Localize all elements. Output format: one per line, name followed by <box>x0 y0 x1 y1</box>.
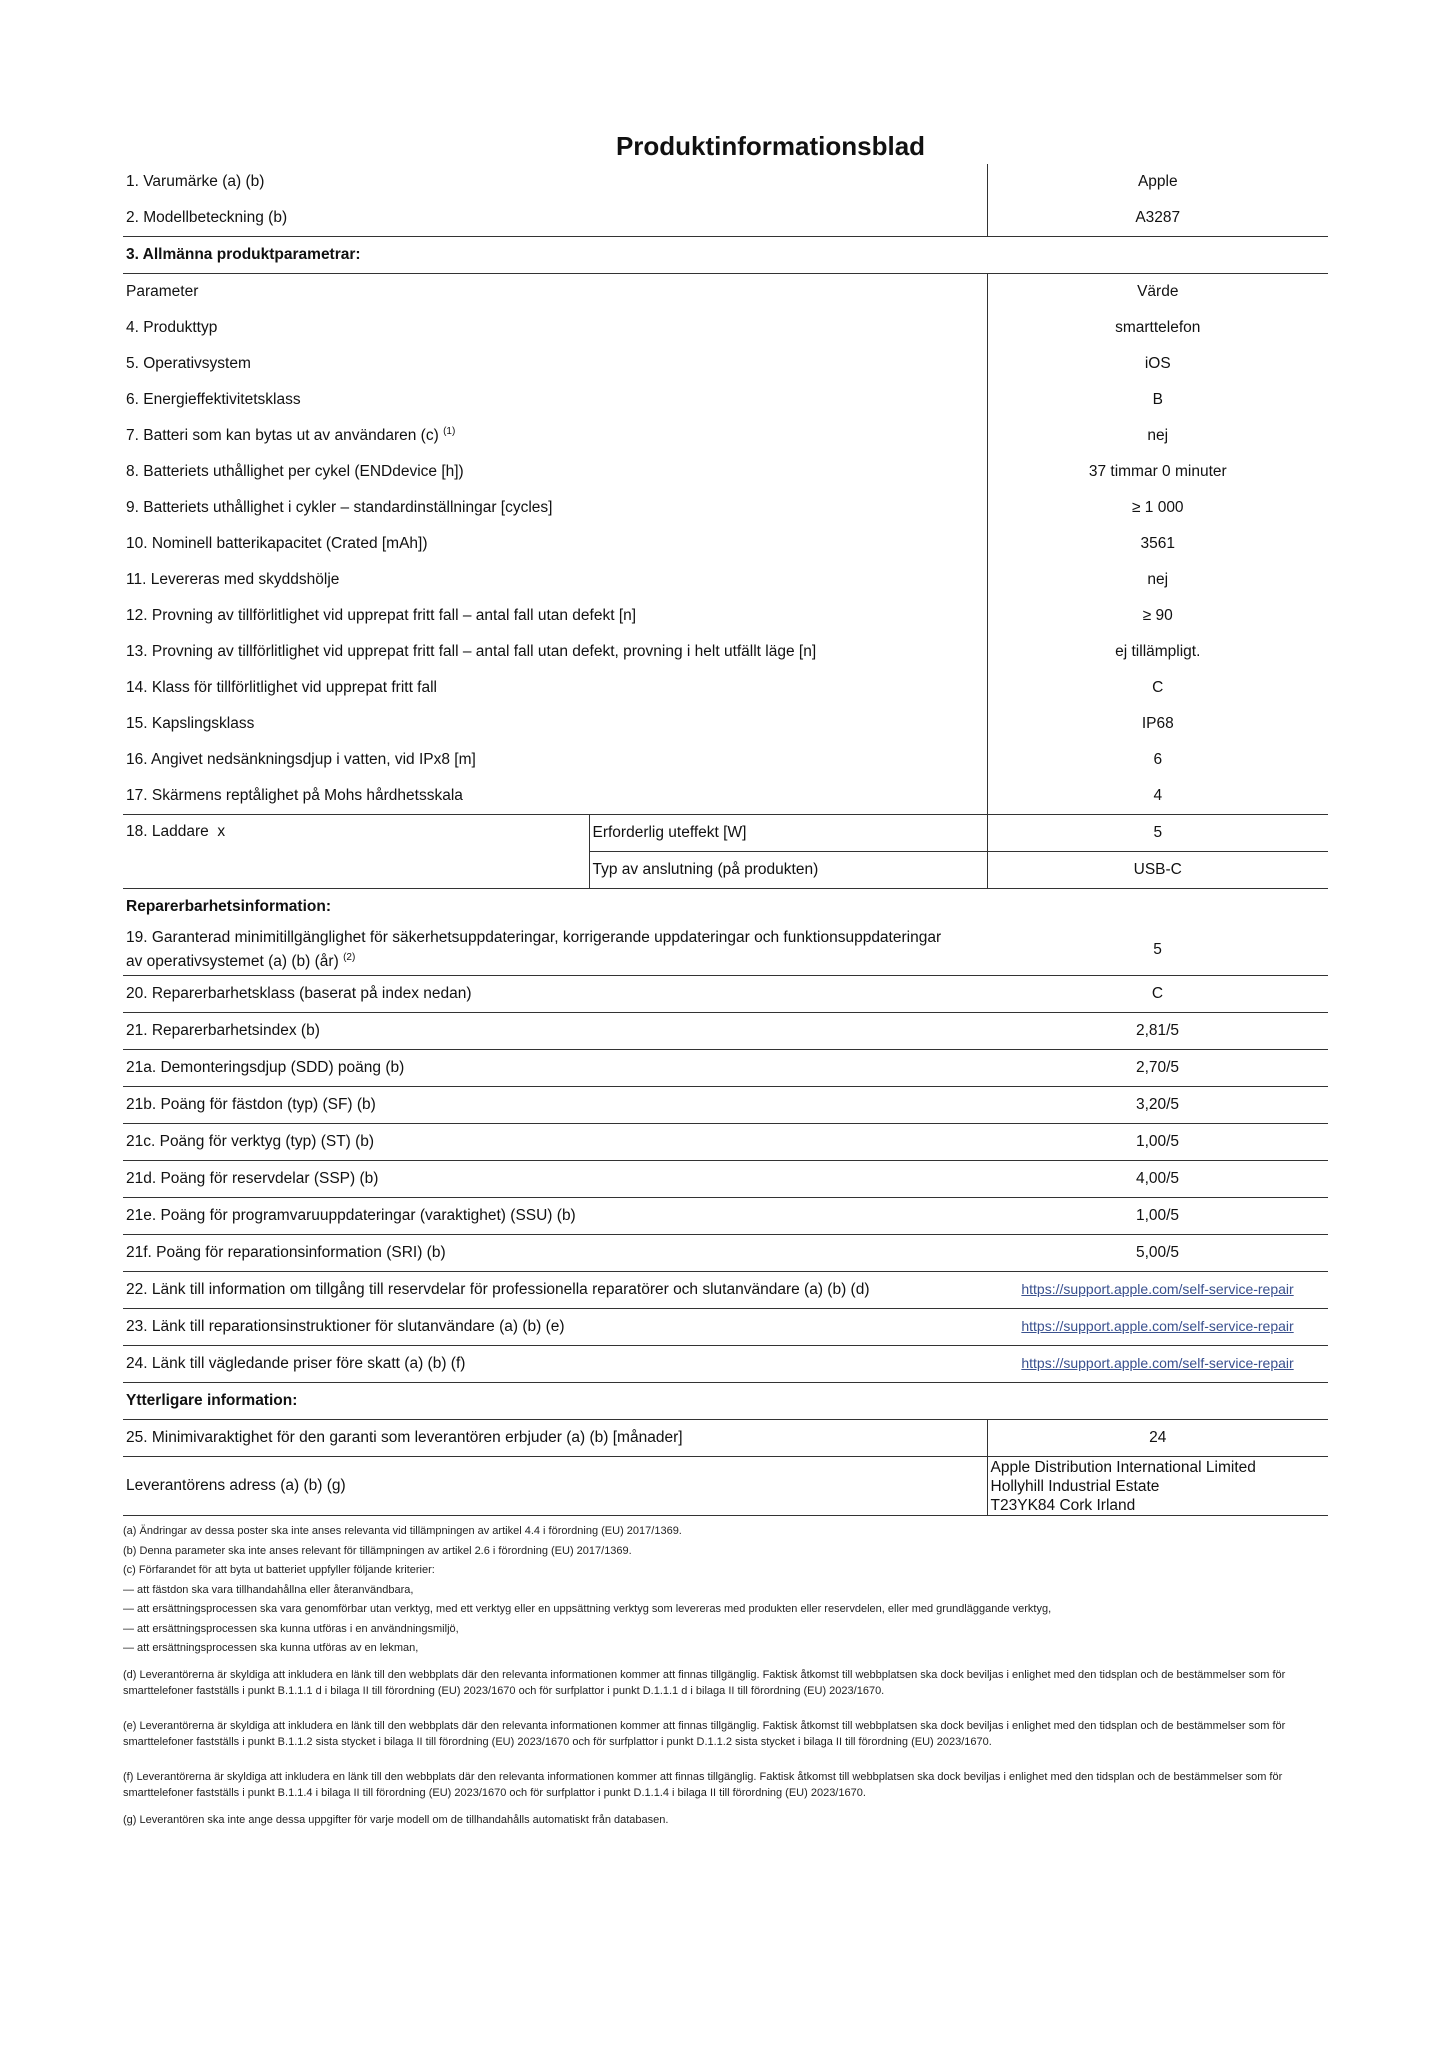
table-row <box>123 778 1328 815</box>
row-value: 4 <box>987 778 1328 815</box>
footnote: — att ersättningsprocessen ska kunna utföras i en användningsmiljö, <box>123 1622 459 1635</box>
row-value: nej <box>987 418 1328 454</box>
table-row <box>123 418 1328 454</box>
table-row <box>123 1161 1328 1198</box>
row-value: 2,70/5 <box>987 1050 1328 1087</box>
row-value: smarttelefon <box>987 310 1328 346</box>
row-value: 6 <box>987 742 1328 778</box>
row-label: av operativsystemet (a) (b) (år) <box>126 953 339 971</box>
footnote: (f) Leverantörerna är skyldiga att inkludera en länk till den webbplats där den relevanta informationen kommer att finnas tillgänglig. Faktisk åtkomst till webbplatsen ska dock beviljas i enlighet med den tidsplan och de bestämmelser som för smarttelefoner fastställs i punkt B.1.1.4 i bilaga II till förordning (EU) 2023/1670 och för surfplattor i punkt D.1.1.4 i bilaga II till förordning (EU) 2023/1670. <box>123 1770 1283 1799</box>
row-value: C <box>987 976 1328 1013</box>
row-value: 2,81/5 <box>987 1013 1328 1050</box>
table-row <box>123 598 1328 634</box>
table-row <box>123 1457 1328 1516</box>
row-label: 1. Varumärke (a) (b) <box>126 173 265 190</box>
repair-instructions-link[interactable]: https://support.apple.com/self-service-repair <box>1021 1318 1294 1334</box>
row-label: 19. Garanterad minimitillgänglighet för säkerhetsuppdateringar, korrigerande uppdateringar och funktionsuppdateringar <box>126 928 942 946</box>
row-label-cell <box>123 418 987 454</box>
footnote: — att ersättningsprocessen ska vara genomförbar utan verktyg, med ett verktyg eller en uppsättning verktyg som levereras med produkten eller reservdelen, eller med grundläggande verktyg, <box>123 1603 1052 1615</box>
row-label: 21d. Poäng för reservdelar (SSP) (b) <box>123 1161 987 1198</box>
table-row <box>123 1124 1328 1161</box>
row-value: ≥ 1 000 <box>987 490 1328 526</box>
table-row <box>123 634 1328 670</box>
row-label: 10. Nominell batterikapacitet (Crated [mAh]) <box>126 535 428 552</box>
row-value: C <box>987 670 1328 706</box>
section-header: Ytterligare information: <box>126 1392 298 1409</box>
table-row <box>123 274 1328 311</box>
charger-connector-value: USB-C <box>987 852 1328 889</box>
footnote: — att fästdon ska vara tillhandahållna eller återanvändbara, <box>123 1583 414 1596</box>
link-cell <box>987 1346 1328 1383</box>
table-row <box>123 454 1328 490</box>
table-row <box>123 742 1328 778</box>
table-row <box>123 1420 1328 1457</box>
footnotes <box>123 1522 1328 1828</box>
row-label: 21a. Demonteringsdjup (SDD) poäng (b) <box>123 1050 987 1087</box>
charger-mark: x <box>217 823 226 840</box>
link-cell <box>987 1272 1328 1309</box>
brand-value: Apple <box>987 164 1328 200</box>
row-label: 5. Operativsystem <box>126 355 251 372</box>
table-row <box>123 670 1328 706</box>
row-value: nej <box>987 562 1328 598</box>
row-value: 1,00/5 <box>987 1198 1328 1235</box>
row-value: 24 <box>987 1420 1328 1457</box>
row-value: 1,00/5 <box>987 1124 1328 1161</box>
row-label: 8. Batteriets uthållighet per cykel (ENDdevice [h]) <box>126 463 464 480</box>
supplier-address <box>987 1457 1328 1516</box>
row-label: 13. Provning av tillförlitlighet vid upprepat fritt fall – antal fall utan defekt, provning i helt utfällt läge [n] <box>126 643 817 660</box>
address-line: Apple Distribution International Limited <box>990 1458 1256 1476</box>
row-label: 20. Reparerbarhetsklass (baserat på index nedan) <box>123 976 987 1013</box>
row-label: Parameter <box>126 283 199 300</box>
section-header-row <box>123 1383 1328 1420</box>
table-row <box>123 815 1328 852</box>
footnote: (b) Denna parameter ska inte anses relevant för tillämpningen av artikel 2.6 i förordning (EU) 2017/1369. <box>123 1544 632 1557</box>
table-row <box>123 1050 1328 1087</box>
row-label: Leverantörens adress (a) (b) (g) <box>123 1457 987 1516</box>
row-value: B <box>987 382 1328 418</box>
row-value: Värde <box>987 274 1328 311</box>
footnote: (e) Leverantörerna är skyldiga att inkludera en länk till den webbplats där den relevanta informationen kommer att finnas tillgänglig. Faktisk åtkomst till webbplatsen ska dock beviljas i enlighet med den tidsplan och de bestämmelser som för smarttelefoner fastställs i punkt B.1.1.2 sista stycket i bilaga II till förordning (EU) 2023/1670 och för surfplattor i punkt D.1.1.2 sista stycket i bilaga II till förordning (EU) 2023/1670. <box>123 1719 1286 1748</box>
product-table <box>123 164 1328 1516</box>
charger-power-value: 5 <box>987 815 1328 852</box>
table-row <box>123 706 1328 742</box>
table-row <box>123 200 1328 237</box>
row-label: 6. Energieffektivitetsklass <box>126 391 301 408</box>
row-label: 2. Modellbeteckning (b) <box>126 209 288 226</box>
row-value: IP68 <box>987 706 1328 742</box>
address-line: Hollyhill Industrial Estate <box>990 1477 1160 1495</box>
footnote-ref: (2) <box>343 951 356 963</box>
row-label: 12. Provning av tillförlitlighet vid upprepat fritt fall – antal fall utan defekt [n] <box>126 607 637 624</box>
footnote: (a) Ändringar av dessa poster ska inte anses relevanta vid tillämpningen av artikel 4.4 i förordning (EU) 2017/1369. <box>123 1525 682 1537</box>
row-label: 18. Laddare <box>126 823 209 840</box>
row-value: ej tillämpligt. <box>987 634 1328 670</box>
footnote: (c) Förfarandet för att byta ut batteriet uppfyller följande kriterier: <box>123 1564 435 1576</box>
charger-label-cell <box>123 815 589 889</box>
row-label: 15. Kapslingsklass <box>126 715 255 732</box>
row-label: 21b. Poäng för fästdon (typ) (SF) (b) <box>123 1087 987 1124</box>
table-row <box>123 562 1328 598</box>
model-value: A3287 <box>987 200 1328 237</box>
row-label-cell <box>123 925 987 976</box>
table-row <box>123 1013 1328 1050</box>
row-label: 14. Klass för tillförlitlighet vid upprepat fritt fall <box>126 679 437 696</box>
row-label: 9. Batteriets uthållighet i cykler – standardinställningar [cycles] <box>126 499 553 516</box>
footnote: — att ersättningsprocessen ska kunna utföras av en lekman, <box>123 1642 419 1654</box>
row-label: 21e. Poäng för programvaruuppdateringar (varaktighet) (SSU) (b) <box>123 1198 987 1235</box>
row-label: 24. Länk till vägledande priser före skatt (a) (b) (f) <box>123 1346 987 1383</box>
table-row <box>123 1198 1328 1235</box>
row-label: 17. Skärmens reptålighet på Mohs hårdhetsskala <box>126 787 463 804</box>
row-value: 5 <box>987 925 1328 976</box>
section-header: 3. Allmänna produktparametrar: <box>123 237 1328 274</box>
table-row <box>123 1346 1328 1383</box>
footnote: (g) Leverantören ska inte ange dessa uppgifter för varje modell om de tillhandahålls automatiskt från databasen. <box>123 1813 669 1826</box>
charger-power-label: Erforderlig uteffekt [W] <box>589 815 987 852</box>
row-value: 37 timmar 0 minuter <box>987 454 1328 490</box>
row-value: 3,20/5 <box>987 1087 1328 1124</box>
table-row <box>123 1272 1328 1309</box>
row-value: ≥ 90 <box>987 598 1328 634</box>
table-row <box>123 310 1328 346</box>
section-header: Reparerbarhetsinformation: <box>126 898 331 915</box>
product-information-sheet <box>123 128 1328 1828</box>
row-label: 11. Levereras med skyddshölje <box>126 571 340 588</box>
footnote: (d) Leverantörerna är skyldiga att inkludera en länk till den webbplats där den relevanta informationen kommer att finnas tillgänglig. Faktisk åtkomst till webbplatsen ska dock beviljas i enlighet med den tidsplan och de bestämmelser som för smarttelefoner fastställs i punkt B.1.1.1 d i bilaga II till förordning (EU) 2023/1670 och för surfplattor i punkt D.1.1.1 d i bilaga II till förordning (EU) 2023/1670. <box>123 1668 1286 1697</box>
row-label: 4. Produkttyp <box>126 319 218 336</box>
row-label: 7. Batteri som kan bytas ut av användaren (c) <box>126 427 439 445</box>
table-row <box>123 1087 1328 1124</box>
table-row <box>123 925 1328 976</box>
page-title: Produktinformationsblad <box>615 131 926 161</box>
table-row <box>123 382 1328 418</box>
table-row <box>123 346 1328 382</box>
link-cell <box>987 1309 1328 1346</box>
row-label: 23. Länk till reparationsinstruktioner för slutanvändare (a) (b) (e) <box>123 1309 987 1346</box>
row-value: 4,00/5 <box>987 1161 1328 1198</box>
charger-connector-label: Typ av anslutning (på produkten) <box>589 852 987 889</box>
row-value: 5,00/5 <box>987 1235 1328 1272</box>
section-header-row <box>123 237 1328 274</box>
row-label: 16. Angivet nedsänkningsdjup i vatten, vid IPx8 [m] <box>126 751 476 768</box>
row-value: 3561 <box>987 526 1328 562</box>
row-label: 21. Reparerbarhetsindex (b) <box>123 1013 987 1050</box>
prices-link[interactable]: https://support.apple.com/self-service-repair <box>1021 1355 1294 1371</box>
table-row <box>123 976 1328 1013</box>
footnote-ref: (1) <box>443 426 456 438</box>
table-row <box>123 1235 1328 1272</box>
table-row <box>123 1309 1328 1346</box>
section-header-row <box>123 889 1328 926</box>
spare-parts-link[interactable]: https://support.apple.com/self-service-repair <box>1021 1281 1294 1297</box>
table-row <box>123 490 1328 526</box>
row-label: 21f. Poäng för reparationsinformation (SRI) (b) <box>123 1235 987 1272</box>
table-row <box>123 164 1328 200</box>
row-label: 21c. Poäng för verktyg (typ) (ST) (b) <box>123 1124 987 1161</box>
row-label: 22. Länk till information om tillgång till reservdelar för professionella reparatörer och slutanvändare (a) (b) (d) <box>123 1272 987 1309</box>
row-value: iOS <box>987 346 1328 382</box>
table-row <box>123 526 1328 562</box>
address-line: T23YK84 Cork Irland <box>990 1496 1136 1514</box>
row-label: 25. Minimivaraktighet för den garanti som leverantören erbjuder (a) (b) [månader] <box>123 1420 987 1457</box>
